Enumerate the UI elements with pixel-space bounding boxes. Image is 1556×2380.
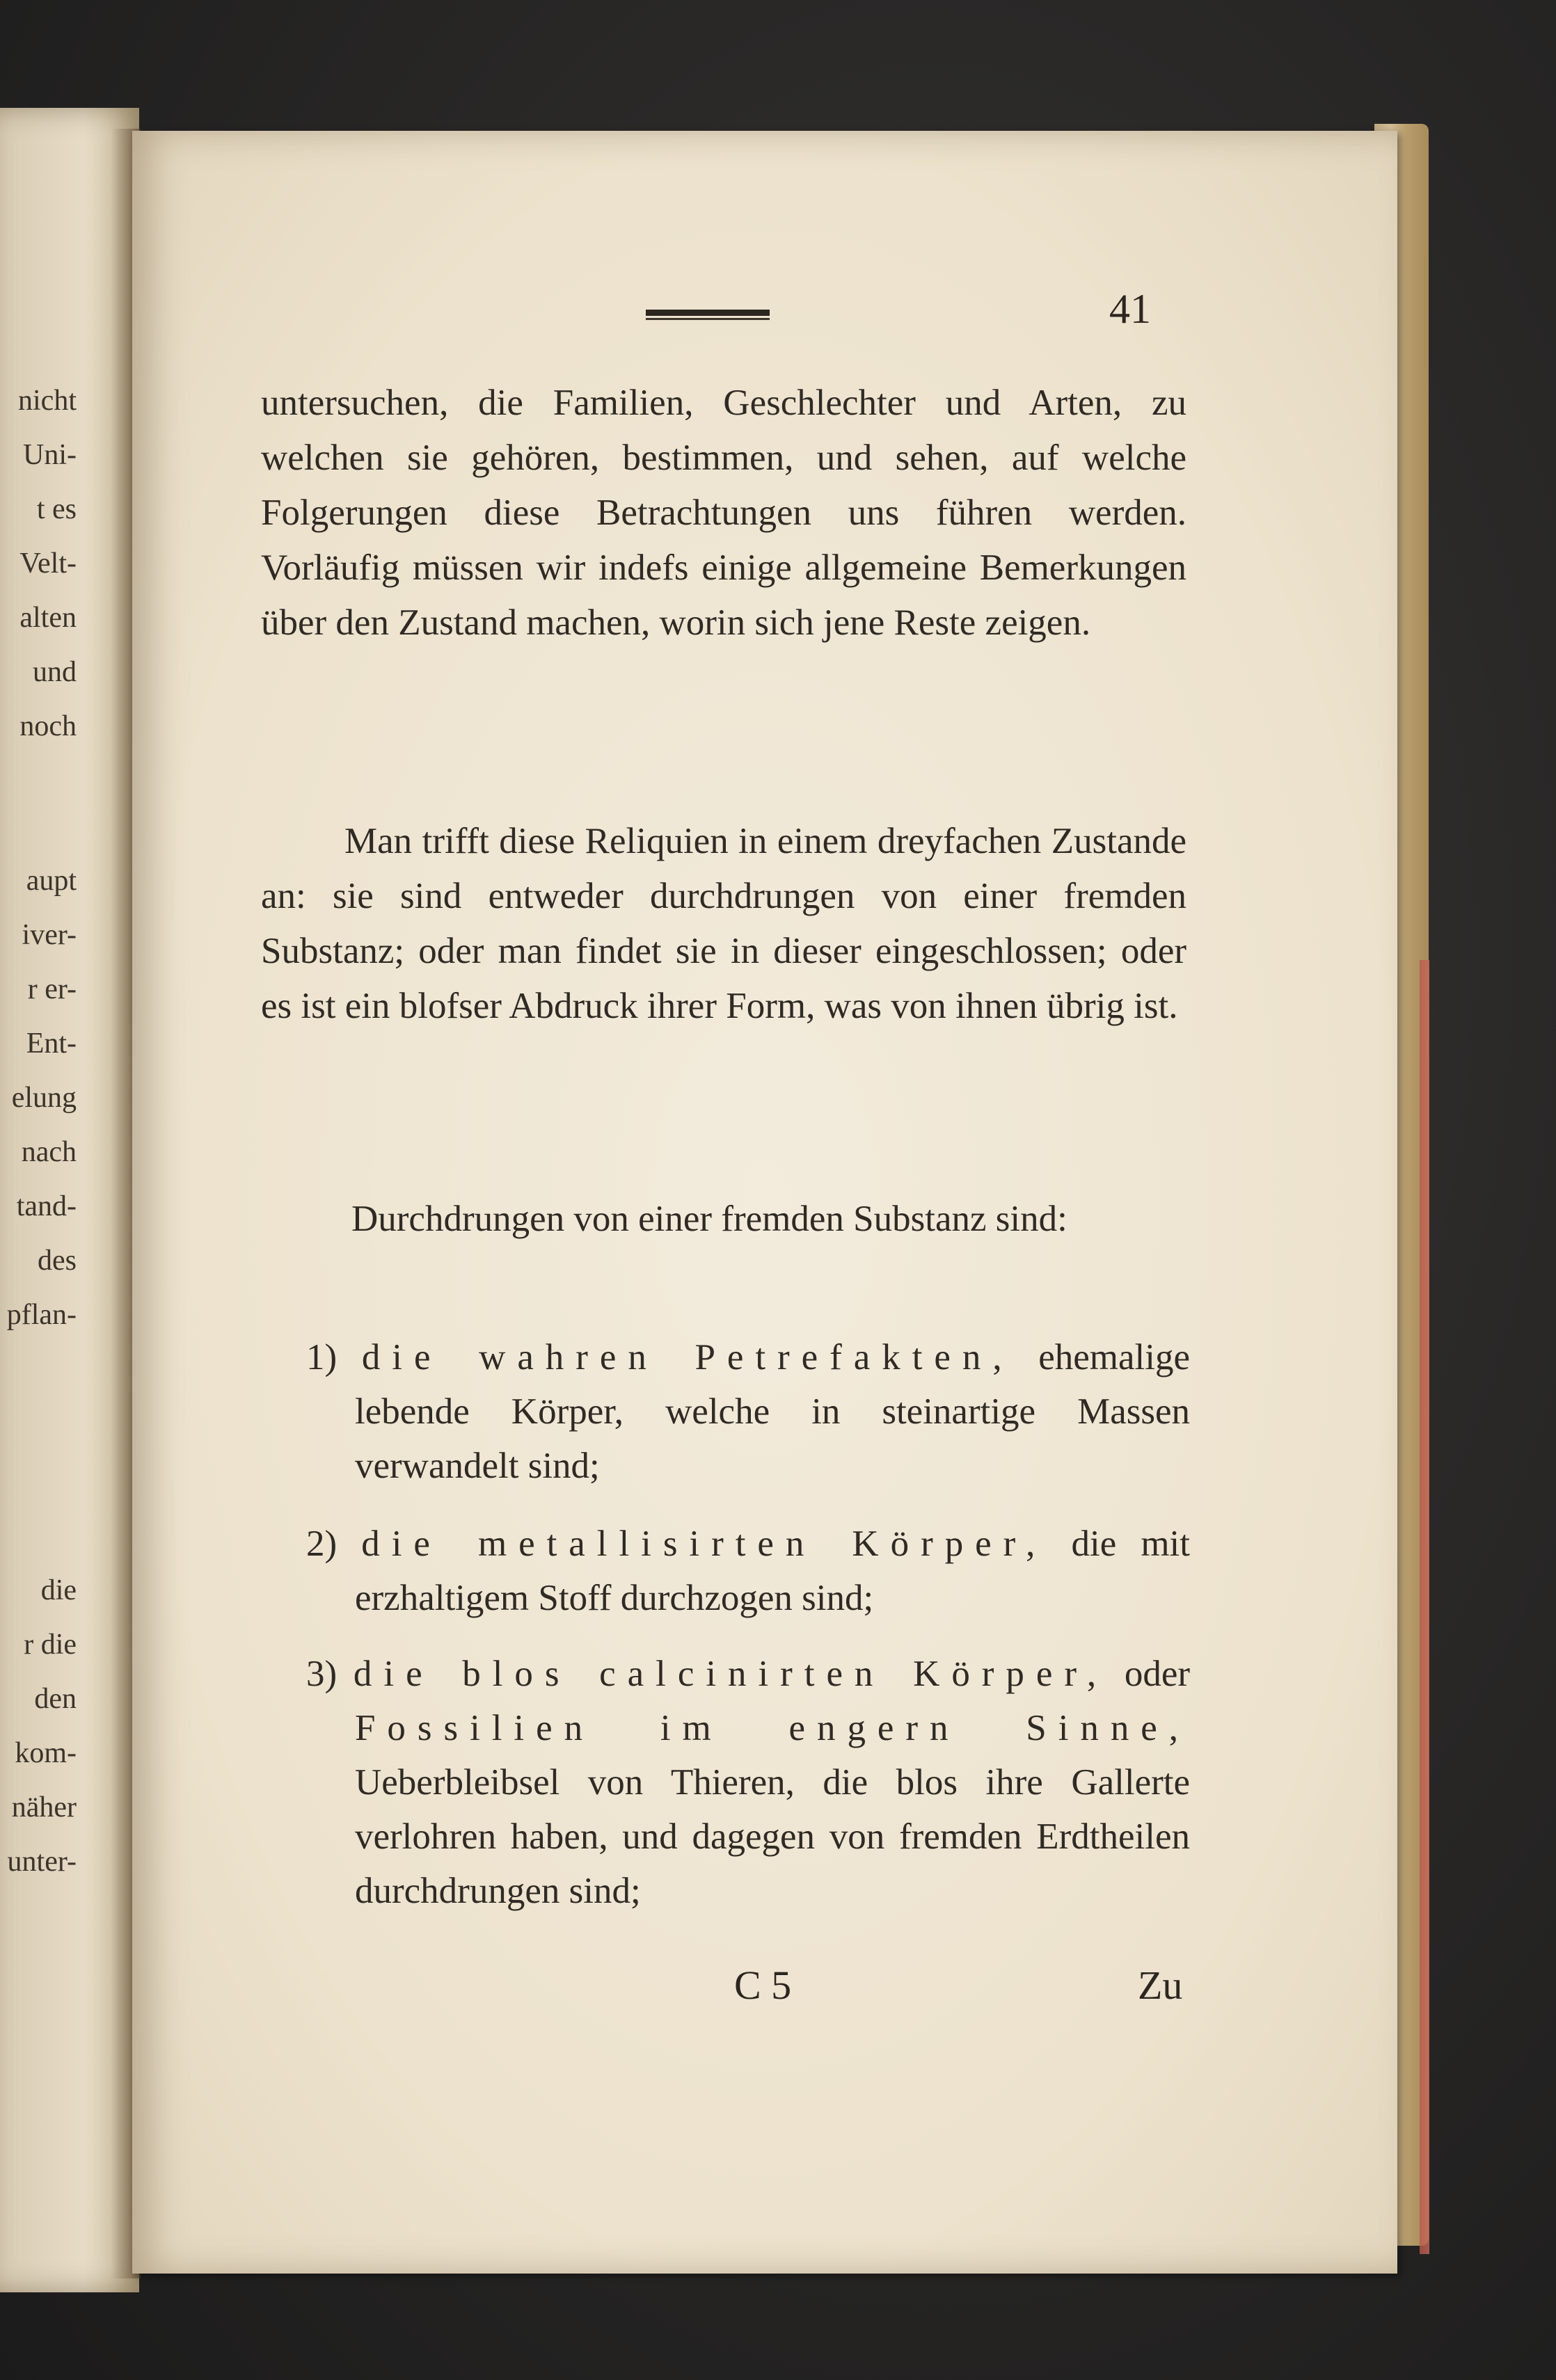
list-term: die metallisirten Körper, bbox=[361, 1524, 1047, 1564]
list-description: oder bbox=[1124, 1654, 1191, 1694]
left-fragment: Uni- bbox=[23, 439, 77, 471]
page-number: 41 bbox=[1109, 286, 1151, 332]
header-rule bbox=[646, 310, 770, 316]
left-fragment: Velt- bbox=[19, 548, 77, 580]
list-term-2: Fossilien im engern Sinne, bbox=[355, 1708, 1190, 1748]
list-description: die mit erzhaltigem Stoff durchzogen sind; bbox=[355, 1524, 1191, 1618]
list-item-1 bbox=[306, 1330, 1190, 1493]
list-term: die wahren Petrefakten, bbox=[361, 1337, 1014, 1377]
signature-mark: C 5 bbox=[734, 1963, 792, 2008]
list-description-2: Ueberbleibsel von Thieren, die blos ihre Gallerte verlohren haben, und dagegen von fremden Erdtheilen durchdrungen sind; bbox=[355, 1762, 1190, 1911]
left-fragment: unter- bbox=[7, 1846, 77, 1878]
left-fragment: t es bbox=[36, 493, 77, 525]
left-fragment: kom- bbox=[15, 1737, 77, 1769]
left-fragment: tand- bbox=[16, 1190, 77, 1222]
paragraph-1 bbox=[261, 376, 1186, 650]
list-number: 1) bbox=[306, 1337, 338, 1377]
paragraph-text: Man trifft diese Reliquien in einem dreyfachen Zustande an: sie sind entweder durchdrungen von einer fremden Substanz; oder man findet sie in dieser eingeschlossen; oder es ist ein blofser Abdruck ihrer Form, was von ihnen übrig ist. bbox=[261, 821, 1186, 1026]
list-number: 2) bbox=[306, 1524, 338, 1564]
left-fragment: elung bbox=[11, 1082, 77, 1114]
left-fragment: und bbox=[33, 656, 77, 688]
list-term: die blos calcinirten Körper, bbox=[353, 1654, 1109, 1694]
left-fragment: noch bbox=[19, 710, 77, 742]
paragraph-3 bbox=[261, 1192, 1186, 1247]
paragraph-text: Durchdrungen von einer fremden Substanz sind: bbox=[351, 1199, 1067, 1239]
list-item-2 bbox=[306, 1517, 1190, 1625]
list-description: ehemalige lebende Körper, welche in steinartige Massen verwandelt sind; bbox=[355, 1337, 1190, 1486]
left-fragment: nach bbox=[21, 1136, 77, 1168]
left-fragment: näher bbox=[11, 1791, 77, 1823]
left-fragment: des bbox=[38, 1245, 77, 1277]
left-fragment: r die bbox=[24, 1629, 77, 1661]
left-fragment: r er- bbox=[27, 973, 77, 1005]
left-fragment: aupt bbox=[26, 865, 77, 897]
left-fragment: alten bbox=[19, 602, 77, 634]
list-number: 3) bbox=[306, 1654, 338, 1694]
left-fragment: pflan- bbox=[6, 1299, 77, 1331]
paragraph-text: untersuchen, die Familien, Geschlechter und Arten, zu welchen sie gehören, bestimmen, und sehen, auf welche Folgerungen diese Betrachtungen uns führen werden. Vorläufig müssen wir indefs einige allgemeine Bemerkungen über den Zustand machen, worin sich jene Reste zeigen. bbox=[261, 383, 1186, 643]
catchword: Zu bbox=[1138, 1963, 1183, 2008]
left-fragment: nicht bbox=[18, 385, 77, 417]
left-fragment: Ent- bbox=[26, 1028, 77, 1060]
paragraph-2 bbox=[261, 814, 1186, 1034]
red-edge-stain bbox=[1420, 960, 1429, 2254]
left-fragment: iver- bbox=[22, 919, 77, 951]
list-item-3 bbox=[306, 1647, 1190, 1918]
left-fragment: den bbox=[34, 1683, 77, 1715]
left-fragment: die bbox=[40, 1574, 77, 1606]
